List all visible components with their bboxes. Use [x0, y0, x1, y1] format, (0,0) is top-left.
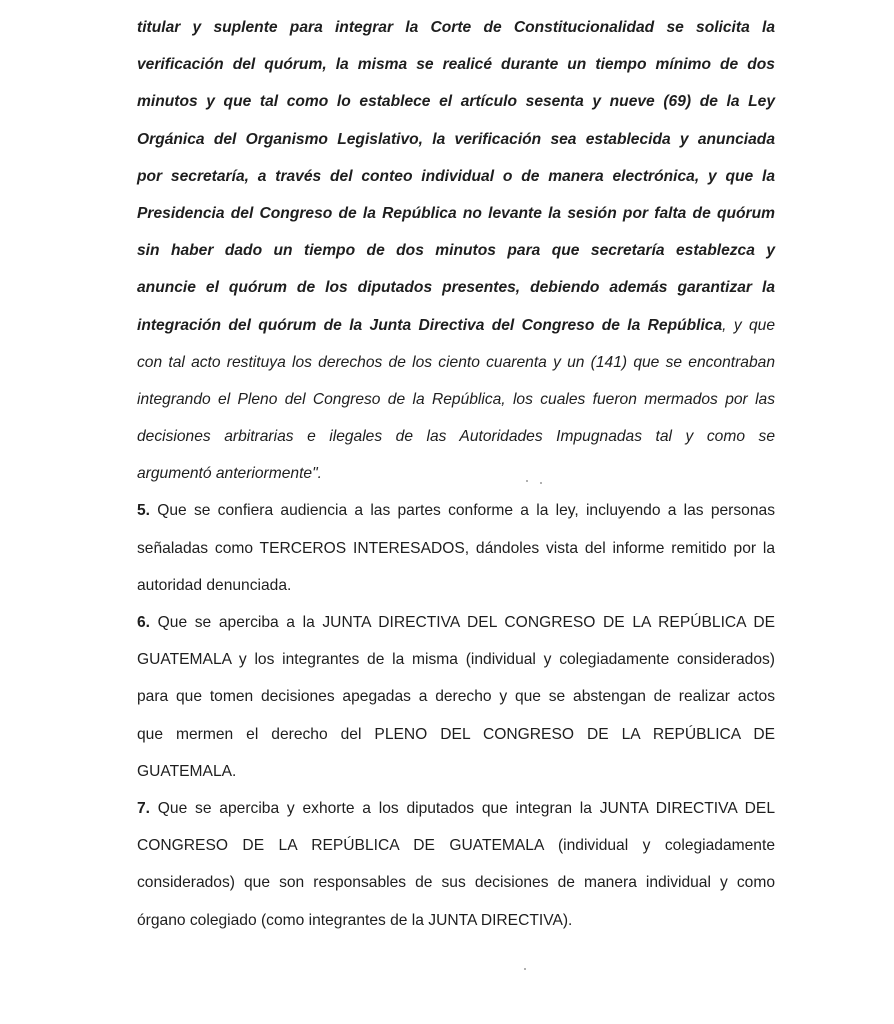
text-line [137, 46, 775, 83]
text-line [137, 83, 775, 120]
text-segment: 6. [137, 614, 151, 631]
text-segment: por secretaría, a través del conteo individual o de manera electrónica, y que la [137, 167, 775, 185]
text-segment: considerados) que son responsables de sus decisiones de manera individual y como [137, 874, 775, 892]
text-segment: GUATEMALA. [137, 762, 237, 780]
document-page [137, 9, 775, 939]
text-line [137, 530, 775, 567]
text-line [137, 604, 775, 641]
text-segment: para que tomen decisiones apegadas a derecho y que se abstengan de realizar actos [137, 688, 775, 706]
text-line [137, 195, 775, 232]
text-segment: GUATEMALA y los integrantes de la misma (individual y colegiadamente considerados) [137, 651, 775, 669]
text-segment: integración del quórum de la Junta Directiva del Congreso de la República [137, 316, 723, 334]
text-segment: 5. [137, 502, 151, 520]
text-segment: que mermen el derecho del PLENO DEL CONGRESO DE LA REPÚBLICA DE [137, 725, 775, 743]
text-line [137, 567, 775, 604]
text-line [137, 455, 775, 492]
text-segment: verificación del quórum, la misma se realicé durante un tiempo mínimo de dos [137, 56, 775, 74]
text-line [137, 641, 775, 678]
text-line [137, 492, 775, 529]
text-line [137, 418, 775, 455]
text-line [137, 344, 775, 381]
text-segment: autoridad denunciada. [137, 576, 292, 594]
text-segment: integrando el Pleno del Congreso de la República, los cuales fueron mermados por las [137, 390, 775, 408]
text-segment: 7. [137, 799, 151, 817]
text-line [137, 307, 775, 344]
text-line [137, 864, 775, 901]
text-segment: anuncie el quórum de los diputados presentes, debiendo además garantizar la [137, 279, 775, 297]
text-line [137, 158, 775, 195]
text-segment: minutos y que tal como lo establece el artículo sesenta y nueve (69) de la Ley [137, 93, 775, 111]
text-segment: Presidencia del Congreso de la República no levante la sesión por falta de quórum [137, 204, 775, 222]
text-segment: Que se aperciba y exhorte a los diputados que integran la JUNTA DIRECTIVA DEL [150, 799, 775, 817]
scan-speck [526, 480, 528, 482]
text-segment: argumentó anteriormente". [137, 465, 322, 483]
scan-speck [524, 968, 526, 970]
text-line [137, 902, 775, 939]
text-line [137, 232, 775, 269]
text-line [137, 381, 775, 418]
text-segment: CONGRESO DE LA REPÚBLICA DE GUATEMALA (individual y colegiadamente [137, 837, 775, 855]
text-line [137, 269, 775, 306]
text-segment: , y que [722, 316, 776, 334]
text-line [137, 753, 775, 790]
text-segment: señaladas como TERCEROS INTERESADOS, dándoles vista del informe remitido por la [137, 539, 775, 557]
text-line [137, 716, 775, 753]
text-segment: sin haber dado un tiempo de dos minutos para que secretaría establezca y [137, 242, 775, 260]
text-line [137, 827, 775, 864]
text-segment: Que se confiera audiencia a las partes conforme a la ley, incluyendo a las personas [150, 502, 775, 520]
text-line [137, 790, 775, 827]
text-line [137, 678, 775, 715]
text-line [137, 121, 775, 158]
scan-speck [540, 482, 542, 484]
text-segment: con tal acto restituya los derechos de los ciento cuarenta y un (141) que se encontraban [137, 353, 775, 371]
text-segment: decisiones arbitrarias e ilegales de las Autoridades Impugnadas tal y como se [137, 428, 775, 446]
text-segment: Orgánica del Organismo Legislativo, la verificación sea establecida y anunciada [137, 130, 775, 148]
text-segment: Que se aperciba a la JUNTA DIRECTIVA DEL CONGRESO DE LA REPÚBLICA DE [150, 614, 775, 631]
text-segment: titular y suplente para integrar la Corte de Constitucionalidad se solicita la [137, 19, 775, 36]
text-segment: órgano colegiado (como integrantes de la JUNTA DIRECTIVA). [137, 911, 573, 929]
text-line [137, 9, 775, 46]
